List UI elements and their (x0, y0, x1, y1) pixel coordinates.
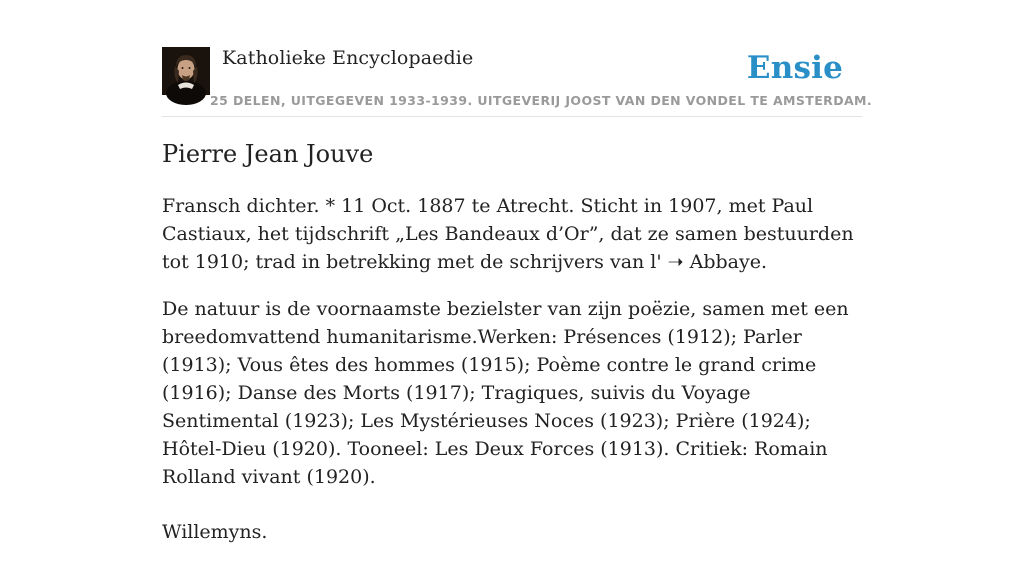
article-body (162, 192, 862, 565)
author-signature: Willemyns. (162, 521, 268, 543)
article-paragraph: Fransch dichter. * 11 Oct. 1887 te Atrecht. Sticht in 1907, met Paul Castiaux, het tijdschrift „Les Bandeaux d’Or”, dat ze samen bestuurden tot 1910; trad in betrekking met de schrijvers van l' ➝ Abbaye. (162, 195, 854, 273)
source-header (162, 46, 873, 117)
source-subtitle: 25 DELEN, UITGEGEVEN 1933-1939. UITGEVERIJ JOOST VAN DEN VONDEL TE AMSTERDAM. (210, 93, 873, 108)
source-avatar[interactable] (162, 47, 210, 95)
article-title: Pierre Jean Jouve (162, 140, 374, 168)
brand-logo-link[interactable]: Ensie (746, 50, 843, 86)
portrait-avatar-icon (162, 47, 210, 95)
article-paragraph: De natuur is de voornaamste bezielster van zijn poëzie, samen met een breedomvattend humanitarisme.Werken: Présences (1912); Parler (1913); Vous êtes des hommes (1915); Poème contre le grand crime (1916); Danse des Morts (1917); Tragiques, suivis du Voyage Sentimental (1923); Les Mystérieuses Noces (1923); Prière (1924); Hôtel-Dieu (1920). Tooneel: Les Deux Forces (1913). Critiek: Romain Rolland vivant (1920). (162, 298, 849, 488)
source-title[interactable]: Katholieke Encyclopaedie (222, 47, 474, 69)
